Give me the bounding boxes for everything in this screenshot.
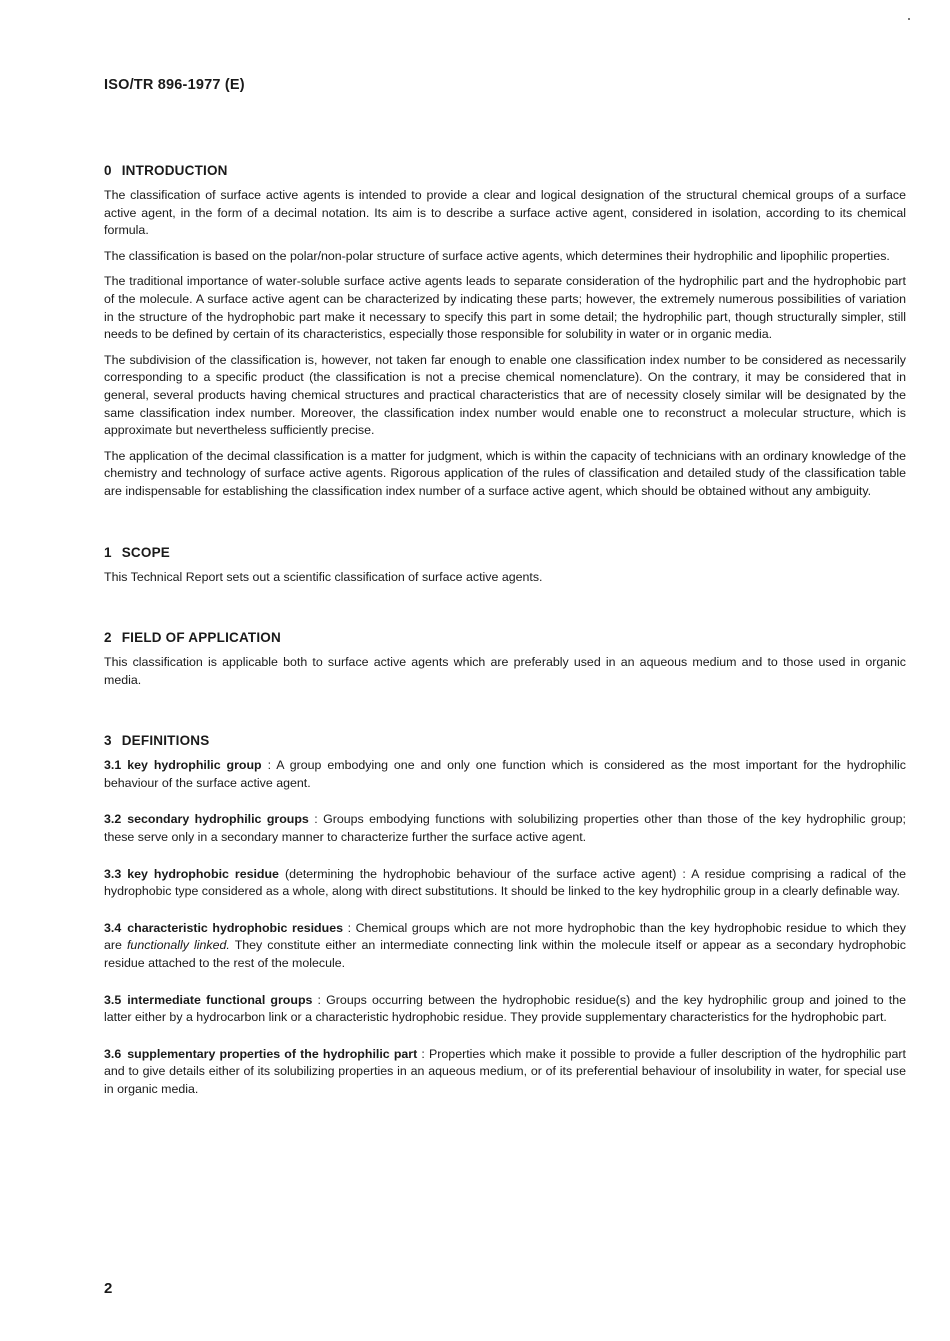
definition-3-6: 3.6 supplementary properties of the hydrophilic part : Properties which make it possible to provide a fuller description of the hydrophilic part and to give details either of its solubilizing properties in an aqueous medium, or of its preferential behaviour of insolubility in water, for special use in organic media.: [104, 1046, 906, 1096]
paragraph: The classification is based on the polar/non-polar structure of surface active agents, which determines their hydrophilic and lipophilic properties.: [104, 248, 890, 263]
definition-number: 3.3: [104, 866, 122, 881]
definition-number: 3.5: [104, 992, 122, 1007]
paragraph: This classification is applicable both to surface active agents which are preferably used in an aqueous medium and to those used in organic media.: [104, 655, 906, 687]
section-title: INTRODUCTION: [121, 163, 228, 178]
section-number: 0: [104, 163, 112, 178]
definition-3-1: 3.1 key hydrophilic group : A group embodying one and only one function which is considered as the most important for the hydrophilic behaviour of the surface active agent.: [104, 758, 906, 790]
scan-speck: [908, 18, 910, 20]
section-title: DEFINITIONS: [121, 733, 210, 749]
paragraph: The traditional importance of water-soluble surface active agents leads to separate consideration of the hydrophilic part and the hydrophobic part of the molecule. A surface active agent can be characterized by indicating these parts; however, the extremely numerous possibilities of variation in the structure of the hydrophobic part make it necessary to specify this part in some detail; the hydrophilic part, though structurally simpler, still needs to be defined by certain of its characteristics, especially those responsible for solubility in water or in organic media.: [104, 274, 906, 342]
definition-term: key hydrophilic group: [127, 758, 262, 773]
definition-term: secondary hydrophilic groups: [127, 812, 309, 827]
definition-term: intermediate functional groups: [127, 992, 313, 1007]
definition-text: Groups occurring between the hydrophobic residue(s) and the key hydrophilic group and joined to the latter either by a hydrocarbon link or a characteristic hydrophobic residue. They provide supplementary characteristics for the hydrophobic part.: [104, 992, 907, 1025]
section-scope: [104, 545, 906, 587]
definition-3-3: [104, 866, 906, 901]
definition-number: 3.2: [104, 812, 122, 827]
definition-term: key hydrophobic residue: [127, 866, 279, 881]
definition-number: 3.1: [104, 758, 122, 773]
definition-term: supplementary properties of the hydrophilic part: [127, 1046, 418, 1061]
definition-number: 3.6: [104, 1046, 122, 1061]
section-introduction: [104, 163, 906, 501]
section-heading: [104, 545, 906, 560]
paragraph: The subdivision of the classification is, however, not taken far enough to enable one classification index number to be considered as necessarily corresponding to a specific product (the classification is not a precise chemical nomenclature). On the contrary, it may be considered that in general, several products having chemical structures and practical characteristics that are of necessity closely similar will be designated by the same classification index number. Moreover, the classification index number would enable one to reconstruct a molecular structure, which is approximate but nevertheless sufficiently precise.: [104, 352, 906, 438]
section-number: 3: [104, 733, 112, 749]
section-number: 1: [104, 544, 112, 560]
section-field-of-application: [104, 630, 906, 689]
definition-number: 3.4: [104, 920, 122, 935]
paragraph: This Technical Report sets out a scientific classification of surface active agents.: [104, 569, 543, 584]
section-number: 2: [104, 630, 112, 646]
section-heading: [104, 733, 906, 748]
definition-text: Properties which make it possible to provide a fuller description of the hydrophilic part and to give details either of its solubilizing properties in an aqueous medium, or of its preferential behaviour of insolubility in water, for special use in organic media.: [104, 1046, 906, 1096]
section-title: SCOPE: [121, 544, 170, 560]
section-definitions: [104, 733, 906, 1098]
definition-term: characteristic hydrophobic residues: [127, 920, 343, 935]
section-heading: [104, 630, 906, 645]
definition-text: Groups embodying functions with solubilizing properties other than those of the key hydrophilic group; these serve only in a secondary manner to characterize further the surface active agent.: [104, 812, 906, 845]
definition-3-5: 3.5 intermediate functional groups : Groups occurring between the hydrophobic residue(s) and the key hydrophilic group and joined to the latter either by a hydrocarbon link or a characteristic hydrophobic residue. They provide supplementary characteristics for the hydrophobic part.: [104, 992, 907, 1025]
definition-text: (determining the hydrophobic behaviour of the surface active agent) : A residue comprising a radical of the hydrophobic type considered as a whole, along with direct substitutions. It should be linked to the key hydrophilic group in a clearly definable way.: [104, 866, 906, 899]
definition-emphasis: functionally linked.: [126, 938, 230, 953]
document-body: [104, 163, 906, 1118]
definition-text: A group embodying one and only one function which is considered as the most important for the hydrophilic behaviour of the surface active agent.: [104, 758, 906, 790]
definition-3-2: 3.2 secondary hydrophilic groups : Groups embodying functions with solubilizing properties other than those of the key hydrophilic group; these serve only in a secondary manner to characterize further the surface active agent.: [104, 812, 906, 845]
definition-3-4: 3.4 characteristic hydrophobic residues : Chemical groups which are not more hydrophobic than the key hydrophobic residue to which they are functionally linked. They constitute either an intermediate connecting link within the molecule itself or appear as a secondary hydrophobic residue attached to the rest of the molecule.: [104, 920, 906, 971]
section-title: FIELD OF APPLICATION: [121, 630, 281, 646]
document-id-header: ISO/TR 896-1977 (E): [104, 77, 245, 93]
definition-text: Chemical groups which are not more hydrophobic than the key hydrophobic residue to which they are: [104, 920, 906, 953]
paragraph: The application of the decimal classification is a matter for judgment, which is within the capacity of technicians with an ordinary knowledge of the chemistry and technology of surface active agents. Rigorous application of the rules of classification and detailed study of the classification table are indispensable for establishing the classification index number of a surface active agent, which should be obtained without any ambiguity.: [104, 448, 906, 498]
section-heading: [104, 163, 906, 178]
page-number: 2: [104, 1280, 113, 1297]
definition-text: They constitute either an intermediate connecting link within the molecule itself or appear as a secondary hydrophobic residue attached to the rest of the molecule.: [104, 938, 906, 971]
paragraph: The classification of surface active agents is intended to provide a clear and logical designation of the structural chemical groups of a surface active agent, in the form of a decimal notation. Its aim is to describe a surface active agent, considered in isolation, according to its chemical formula.: [104, 188, 906, 238]
